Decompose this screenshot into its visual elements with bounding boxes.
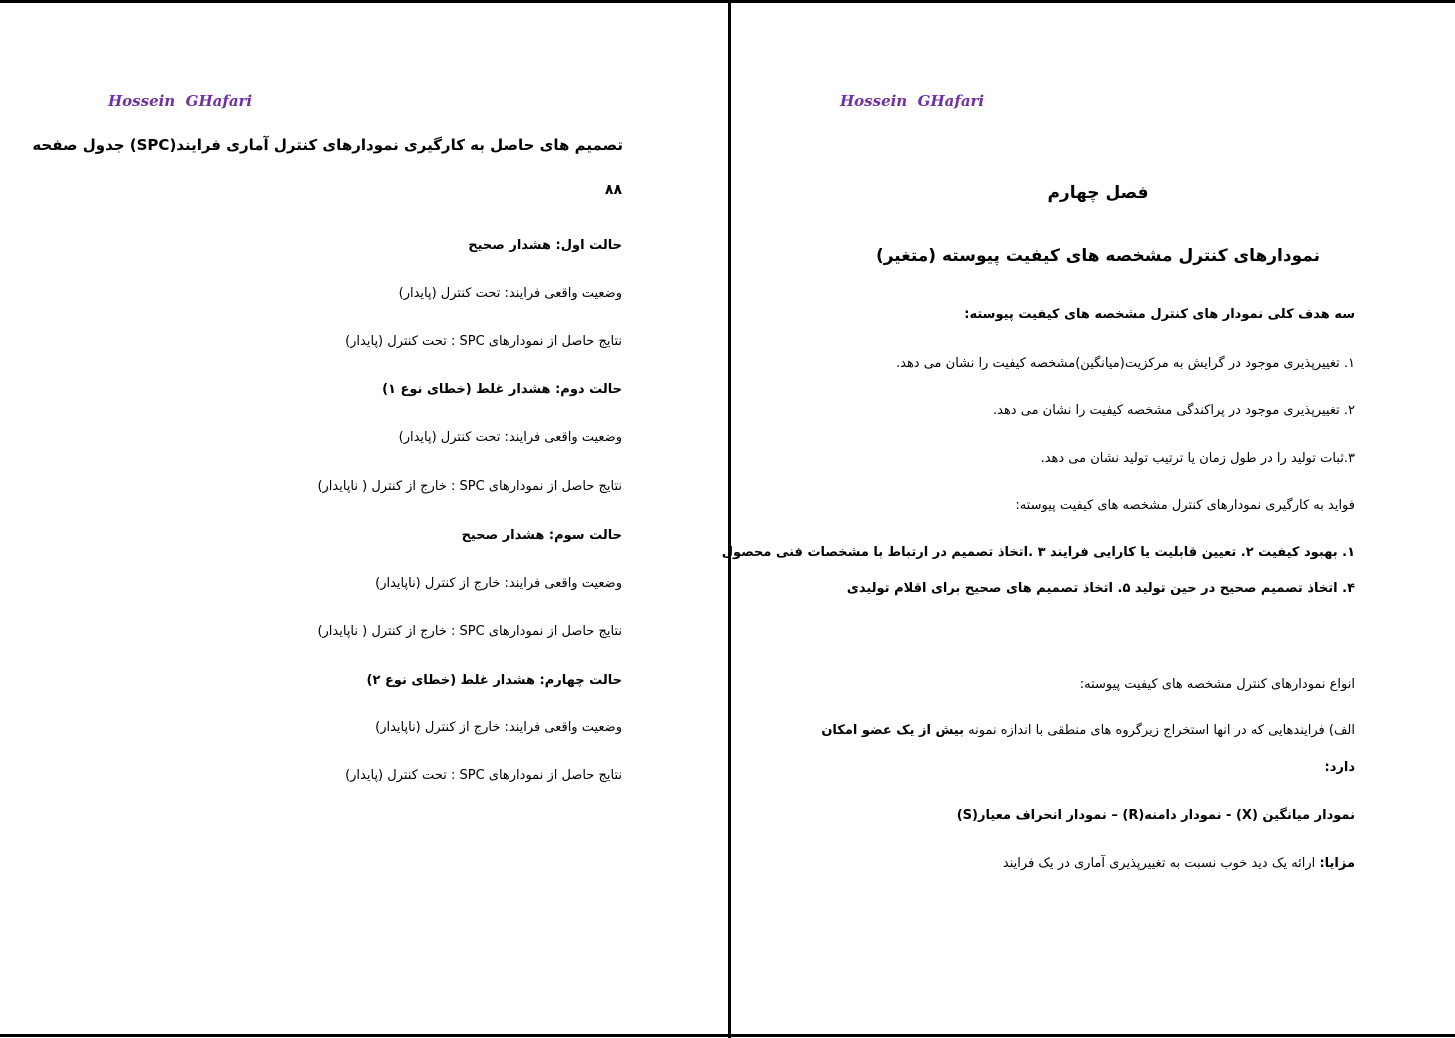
type-a-description (821, 722, 1355, 740)
case-result: نتایج حاصل از نمودارهای SPC : تحت کنترل (پایدار) (345, 768, 622, 783)
goals-heading: سه هدف کلی نمودار های کنترل مشخصه های کیفیت پیوسته: (964, 307, 1355, 322)
left-page (0, 3, 728, 1034)
advantages-label: مزایا: (1319, 856, 1355, 871)
case-title: حالت چهارم: هشدار غلط (خطای نوع ۲) (366, 673, 622, 688)
right-page (721, 3, 1455, 1034)
case-result: نتایج حاصل از نمودارهای SPC : خارج از کنترل ( ناپایدار) (317, 624, 622, 639)
page-heading: تصمیم های حاصل به کارگیری نمودارهای کنترل آماری فرایند(SPC) جدول صفحه (32, 136, 623, 154)
case-title: حالت اول: هشدار صحیح (468, 238, 622, 253)
benefits-line: ۱. بهبود کیفیت ۲. تعیین قابلیت یا کارایی فرایند ۳ .اتخاذ تصمیم در ارتباط با مشخصات فنی محصول (721, 545, 1355, 560)
case-result: نتایج حاصل از نمودارهای SPC : خارج از کنترل ( ناپایدار) (317, 479, 622, 494)
type-a-emphasis: بیش از یک عضو امکان (821, 723, 965, 738)
case-status: وضعیت واقعی فرایند: تحت کنترل (پایدار) (398, 286, 622, 301)
goal-item: ۲. تغییرپذیری موجود در پراکندگی مشخصه کیفیت را نشان می دهد. (993, 403, 1355, 418)
advantages-text: ارائه یک دید خوب نسبت به تغییرپذیری آماری در یک فرایند (1002, 856, 1320, 871)
benefits-line: ۴. اتخاذ تصمیم صحیح در حین تولید ۵. اتخاذ تصمیم های صحیح برای اقلام تولیدی (846, 581, 1355, 596)
advantages (1003, 855, 1355, 873)
benefits-heading: فواید به کارگیری نمودارهای کنترل مشخصه های کیفیت پیوسته: (1015, 498, 1355, 513)
case-title: حالت دوم: هشدار غلط (خطای نوع ۱) (382, 382, 622, 397)
type-a-text: الف) فرایندهایی که در انها استخراج زیرگروه های منطقی با اندازه نمونه (964, 723, 1355, 738)
case-status: وضعیت واقعی فرایند: خارج از کنترل (ناپایدار) (375, 720, 622, 735)
author-name: Hossein GHafari (840, 92, 985, 110)
type-a-continued: دارد: (1324, 760, 1355, 775)
types-heading: انواع نمودارهای کنترل مشخصه های کیفیت پیوسته: (1079, 677, 1355, 692)
case-title: حالت سوم: هشدار صحیح (461, 528, 622, 543)
goal-item: ۱. تغییرپذیری موجود در گرایش به مرکزیت(میانگین)مشخصه کیفیت را نشان می دهد. (895, 356, 1355, 371)
author-name: Hossein GHafari (108, 92, 253, 110)
case-result: نتایج حاصل از نمودارهای SPC : تحت کنترل (پایدار) (345, 334, 622, 349)
case-status: وضعیت واقعی فرایند: خارج از کنترل (ناپایدار) (375, 576, 622, 591)
bottom-border (0, 1034, 1455, 1037)
section-title: نمودارهای کنترل مشخصه های کیفیت پیوسته (متغیر) (875, 246, 1321, 266)
page-heading-continued: ۸۸ (604, 182, 622, 198)
chart-types: نمودار میانگین (X) - نمودار دامنه(R) – نمودار انحراف معیار(S) (956, 808, 1355, 823)
goal-item: ۳.ثبات تولید را در طول زمان یا ترتیب تولید نشان می دهد. (1040, 451, 1355, 466)
case-status: وضعیت واقعی فرایند: تحت کنترل (پایدار) (398, 430, 622, 445)
chapter-title: فصل چهارم (1047, 183, 1149, 203)
